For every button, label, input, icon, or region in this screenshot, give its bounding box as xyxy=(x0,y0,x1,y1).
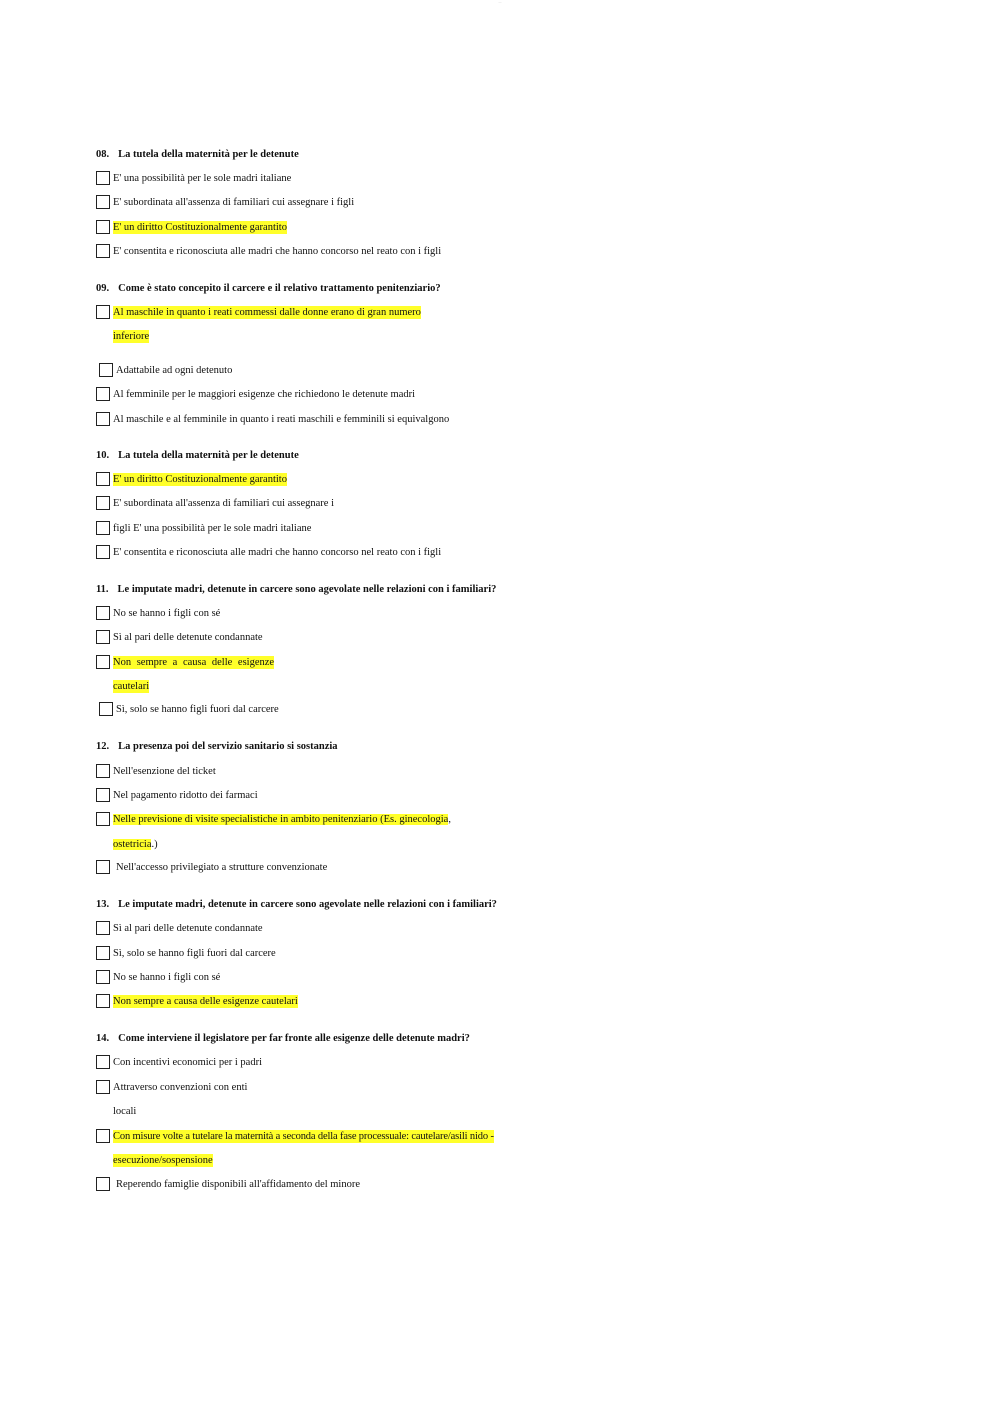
question-09-option-4[interactable] xyxy=(96,412,516,428)
question-09-option-1[interactable] xyxy=(96,305,496,321)
question-14-option-3-continued xyxy=(96,1153,496,1169)
option-checkbox[interactable] xyxy=(96,195,110,209)
option-text: Nel pagamento ridotto dei farmaci xyxy=(113,790,258,801)
question-09-title xyxy=(96,282,441,296)
option-text-highlighted: Non sempre a causa delle esigenze cautelari xyxy=(113,996,298,1007)
question-11-option-3[interactable] xyxy=(96,655,496,671)
question-text: Le imputate madri, detenute in carcere sono agevolate nelle relazioni con i familiari? xyxy=(117,584,497,595)
question-number: 12. xyxy=(96,741,110,752)
option-text-highlighted: inferiore xyxy=(113,331,150,342)
question-12-option-1[interactable] xyxy=(96,764,496,780)
question-14-option-2[interactable] xyxy=(96,1080,496,1096)
question-number: 08. xyxy=(96,149,110,160)
question-12-title xyxy=(96,740,338,754)
option-checkbox[interactable] xyxy=(96,220,110,234)
option-text: Attraverso convenzioni con enti xyxy=(113,1082,248,1093)
question-08-option-3[interactable] xyxy=(96,220,496,236)
question-text: Come è stato concepito il carcere e il relativo trattamento penitenziario? xyxy=(118,283,441,294)
question-10-option-2[interactable] xyxy=(96,496,496,512)
option-text: figli E' una possibilità per le sole madri italiane xyxy=(113,523,312,534)
question-10-option-1[interactable] xyxy=(96,472,496,488)
question-text: La presenza poi del servizio sanitario si sostanzia xyxy=(118,741,338,752)
option-checkbox[interactable] xyxy=(96,545,110,559)
option-text: Nell'accesso privilegiato a strutture convenzionate xyxy=(116,862,328,873)
question-14-option-3[interactable] xyxy=(96,1129,556,1145)
question-08-option-1[interactable] xyxy=(96,171,496,187)
option-checkbox[interactable] xyxy=(96,994,110,1008)
option-checkbox[interactable] xyxy=(96,655,110,669)
question-11-option-3-continued xyxy=(96,679,496,695)
option-checkbox[interactable] xyxy=(96,1080,110,1094)
question-text: La tutela della maternità per le detenute xyxy=(118,450,299,461)
option-checkbox[interactable] xyxy=(96,472,110,486)
option-checkbox[interactable] xyxy=(96,606,110,620)
option-text: Sì al pari delle detenute condannate xyxy=(113,923,263,934)
question-12-option-3[interactable] xyxy=(96,812,516,828)
option-text: E' una possibilità per le sole madri italiane xyxy=(113,173,292,184)
question-09-option-2[interactable] xyxy=(99,363,499,379)
question-14-option-4[interactable] xyxy=(96,1177,496,1193)
option-checkbox[interactable] xyxy=(96,305,110,319)
question-09-option-1-continued xyxy=(96,329,496,345)
option-checkbox[interactable] xyxy=(96,1177,110,1191)
question-text: Le imputate madri, detenute in carcere sono agevolate nelle relazioni con i familiari? xyxy=(118,899,497,910)
option-text: E' subordinata all'assenza di familiari cui assegnare i xyxy=(113,498,334,509)
option-checkbox[interactable] xyxy=(96,812,110,826)
question-text: La tutela della maternità per le detenute xyxy=(118,149,299,160)
question-11-option-2[interactable] xyxy=(96,630,496,646)
question-number: 09. xyxy=(96,283,110,294)
option-checkbox[interactable] xyxy=(96,921,110,935)
question-number: 10. xyxy=(96,450,110,461)
option-checkbox[interactable] xyxy=(99,702,113,716)
question-09-option-3[interactable] xyxy=(96,387,496,403)
option-checkbox[interactable] xyxy=(96,387,110,401)
question-08-title xyxy=(96,148,299,162)
option-checkbox[interactable] xyxy=(96,970,110,984)
question-10-title xyxy=(96,449,299,463)
option-text: Al maschile e al femminile in quanto i reati maschili e femminili si equivalgono xyxy=(113,414,450,425)
option-checkbox[interactable] xyxy=(96,412,110,426)
question-13-option-1[interactable] xyxy=(96,921,496,937)
option-text: E' consentita e riconosciuta alle madri che hanno concorso nel reato con i figli xyxy=(113,246,442,257)
option-checkbox[interactable] xyxy=(96,1055,110,1069)
question-08-option-4[interactable] xyxy=(96,244,496,260)
option-text-highlighted: cautelari xyxy=(113,681,150,692)
question-number: 13. xyxy=(96,899,110,910)
question-10-option-3[interactable] xyxy=(96,521,496,537)
question-14-option-2-continued xyxy=(96,1104,496,1120)
question-13-option-2[interactable] xyxy=(96,946,496,962)
question-13-option-4[interactable] xyxy=(96,994,496,1010)
question-11-option-1[interactable] xyxy=(96,606,496,622)
option-text-highlighted: Con misure volte a tutelare la maternità a seconda della fase processuale: cautelare/asili nido - xyxy=(113,1131,494,1142)
option-text-highlighted: ostetricia xyxy=(113,839,152,850)
option-text: Sì, solo se hanno figli fuori dal carcere xyxy=(116,704,279,715)
page-header: … xyxy=(498,0,502,4)
option-checkbox[interactable] xyxy=(99,363,113,377)
option-text-highlighted: Non sempre a causa delle esigenze xyxy=(113,657,275,668)
option-text: Adattabile ad ogni detenuto xyxy=(116,365,233,376)
question-number: 14. xyxy=(96,1033,110,1044)
question-11-option-4[interactable] xyxy=(99,702,499,718)
question-12-option-3-continued xyxy=(96,837,496,853)
question-08-option-2[interactable] xyxy=(96,195,496,211)
option-checkbox[interactable] xyxy=(96,496,110,510)
option-text xyxy=(113,838,158,851)
option-text-highlighted: esecuzione/sospensione xyxy=(113,1155,213,1166)
option-text: Sì, solo se hanno figli fuori dal carcere xyxy=(113,948,276,959)
option-checkbox[interactable] xyxy=(96,521,110,535)
option-text: Al femminile per le maggiori esigenze che richiedono le detenute madri xyxy=(113,389,416,400)
question-text: Come interviene il legislatore per far fronte alle esigenze delle detenute madri? xyxy=(118,1033,470,1044)
option-text-highlighted: Nelle previsione di visite specialistiche in ambito penitenziario (Es. ginecologia xyxy=(113,814,449,825)
option-text: No se hanno i figli con sé xyxy=(113,972,221,983)
option-text-tail: , xyxy=(448,814,451,825)
option-text-tail: .) xyxy=(151,839,158,850)
question-11-title xyxy=(96,583,496,597)
option-text: Reperendo famiglie disponibili all'affidamento del minore xyxy=(116,1179,361,1190)
option-checkbox[interactable] xyxy=(96,788,110,802)
option-checkbox[interactable] xyxy=(96,860,110,874)
question-13-title xyxy=(96,898,497,912)
question-number: 11. xyxy=(96,584,109,595)
option-text-highlighted: E' un diritto Costituzionalmente garantito xyxy=(113,474,287,485)
question-13-option-3[interactable] xyxy=(96,970,496,986)
option-text xyxy=(113,813,451,826)
question-12-option-2[interactable] xyxy=(96,788,496,804)
question-14-option-1[interactable] xyxy=(96,1055,496,1071)
option-checkbox[interactable] xyxy=(96,630,110,644)
option-text: Nell'esenzione del ticket xyxy=(113,766,216,777)
option-checkbox[interactable] xyxy=(96,1129,110,1143)
option-text-highlighted: Al maschile in quanto i reati commessi dalle donne erano di gran numero xyxy=(113,307,421,318)
option-checkbox[interactable] xyxy=(96,244,110,258)
question-14-title xyxy=(96,1032,470,1046)
option-text-highlighted: E' un diritto Costituzionalmente garantito xyxy=(113,222,287,233)
option-text: E' subordinata all'assenza di familiari cui assegnare i figli xyxy=(113,197,355,208)
option-checkbox[interactable] xyxy=(96,171,110,185)
option-text: locali xyxy=(113,1106,137,1117)
option-checkbox[interactable] xyxy=(96,764,110,778)
option-checkbox[interactable] xyxy=(96,946,110,960)
question-10-option-4[interactable] xyxy=(96,545,496,561)
option-text: Con incentivi economici per i padri xyxy=(113,1057,262,1068)
option-text: E' consentita e riconosciuta alle madri che hanno concorso nel reato con i figli xyxy=(113,547,442,558)
option-text: No se hanno i figli con sé xyxy=(113,608,221,619)
question-12-option-4[interactable] xyxy=(96,860,496,876)
option-text: Sì al pari delle detenute condannate xyxy=(113,632,263,643)
